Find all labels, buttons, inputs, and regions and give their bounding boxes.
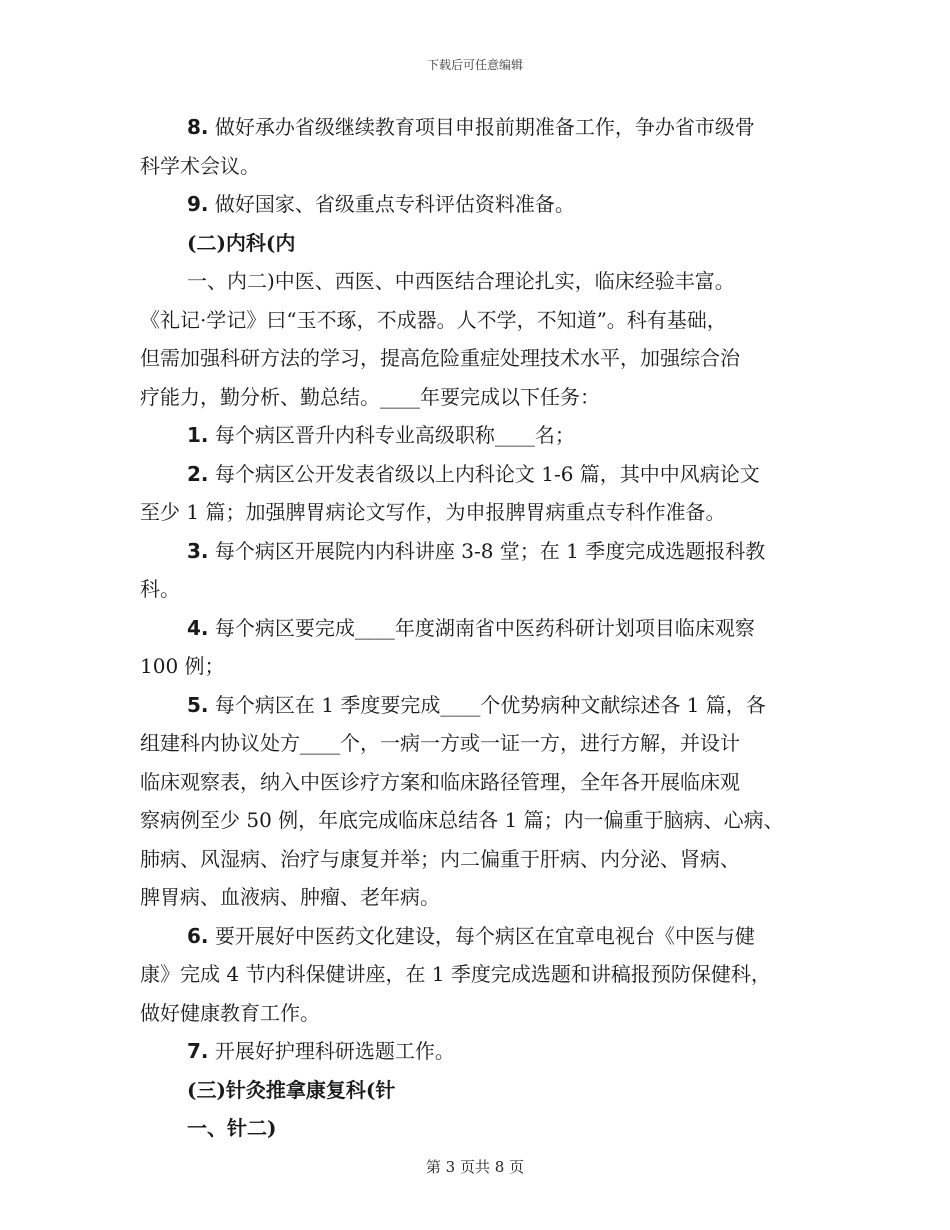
paragraph-line: 疗能力，勤分析、勤总结。____年要完成以下任务： — [140, 384, 600, 409]
item-text: 临床观察表，纳入中医诊疗方案和临床路径管理，全年各开展临床观 — [140, 769, 740, 794]
list-item-3 — [140, 532, 820, 609]
list-item-9 — [140, 185, 820, 224]
item-number: 3. — [187, 538, 209, 563]
subsection-heading: 一、针二) — [187, 1116, 277, 1140]
item-number: 7. — [187, 1039, 209, 1063]
list-item-1 — [140, 416, 820, 455]
item-text: 察病例至少 50 例，年底完成临床总结各 1 篇；内一偏重于脑病、心病、 — [140, 808, 784, 832]
section-heading-acupuncture: (三)针灸推拿康复科(针 — [187, 1077, 396, 1102]
item-number: 2. — [187, 461, 209, 486]
item-number: 6. — [187, 923, 209, 948]
paragraph-intro — [140, 262, 820, 416]
item-text: 100 例； — [140, 654, 225, 678]
item-number: 1. — [187, 423, 209, 447]
paragraph-line: 一、内二)中医、西医、中西医结合理论扎实，临床经验丰富。 — [187, 269, 735, 293]
list-item-5 — [140, 686, 820, 917]
page-header: 下载后可任意编辑 — [426, 58, 523, 72]
item-number: 5. — [187, 692, 209, 717]
item-number: 4. — [187, 615, 209, 640]
paragraph-line: 《礼记·学记》曰“玉不琢，不成器。人不学，不知道”。科有基础， — [140, 307, 727, 332]
item-text: 脾胃病、血液病、肿瘤、老年病。 — [140, 885, 440, 909]
item-text: 做好国家、省级重点专科评估资料准备。 — [214, 192, 575, 216]
item-text: 做好承办省级继续教育项目申报前期准备工作，争办省市级骨 — [214, 115, 755, 139]
list-item-8 — [140, 108, 820, 185]
paragraph-line: 但需加强科研方法的学习，提高危险重症处理技术水平，加强综合治 — [140, 346, 740, 370]
item-text: 开展好护理科研选题工作。 — [214, 1039, 455, 1063]
item-text: 肺病、风湿病、治疗与康复并举；内二偏重于肝病、内分泌、肾病、 — [140, 846, 740, 871]
item-text: 每个病区晋升内科专业高级职称____名； — [214, 423, 575, 447]
item-text: 每个病区在 1 季度要完成____个优势病种文献综述各 1 篇，各 — [214, 692, 766, 717]
item-text: 科。 — [140, 577, 180, 601]
item-text: 每个病区公开发表省级以上内科论文 1-6 篇，其中中风病论文 — [214, 461, 760, 486]
list-item-7 — [140, 1032, 820, 1071]
list-item-6 — [140, 917, 820, 1033]
item-text: 每个病区开展院内内科讲座 3-8 堂；在 1 季度完成选题报科教 — [214, 538, 766, 563]
item-text: 组建科内协议处方____个，一病一方或一证一方，进行方解，并设计 — [140, 731, 740, 755]
item-text: 做好健康教育工作。 — [140, 1000, 320, 1025]
list-item-2 — [140, 455, 820, 532]
list-item-4 — [140, 609, 820, 686]
item-text: 康》完成 4 节内科保健讲座，在 1 季度完成选题和讲稿报预防保健科， — [140, 962, 771, 986]
item-text: 科学术会议。 — [140, 153, 260, 178]
document-body — [140, 108, 820, 1148]
item-text: 要开展好中医药文化建设，每个病区在宜章电视台《中医与健 — [214, 923, 755, 948]
item-number: 8. — [187, 115, 209, 139]
page-footer: 第 3 页共 8 页 — [425, 1158, 525, 1176]
item-text: 至少 1 篇；加强脾胃病论文写作，为申报脾胃病重点专科作准备。 — [140, 500, 726, 524]
item-number: 9. — [187, 192, 209, 216]
section-heading-internal-medicine: (二)内科(内 — [187, 230, 296, 255]
item-text: 每个病区要完成____年度湖南省中医药科研计划项目临床观察 — [214, 615, 755, 640]
